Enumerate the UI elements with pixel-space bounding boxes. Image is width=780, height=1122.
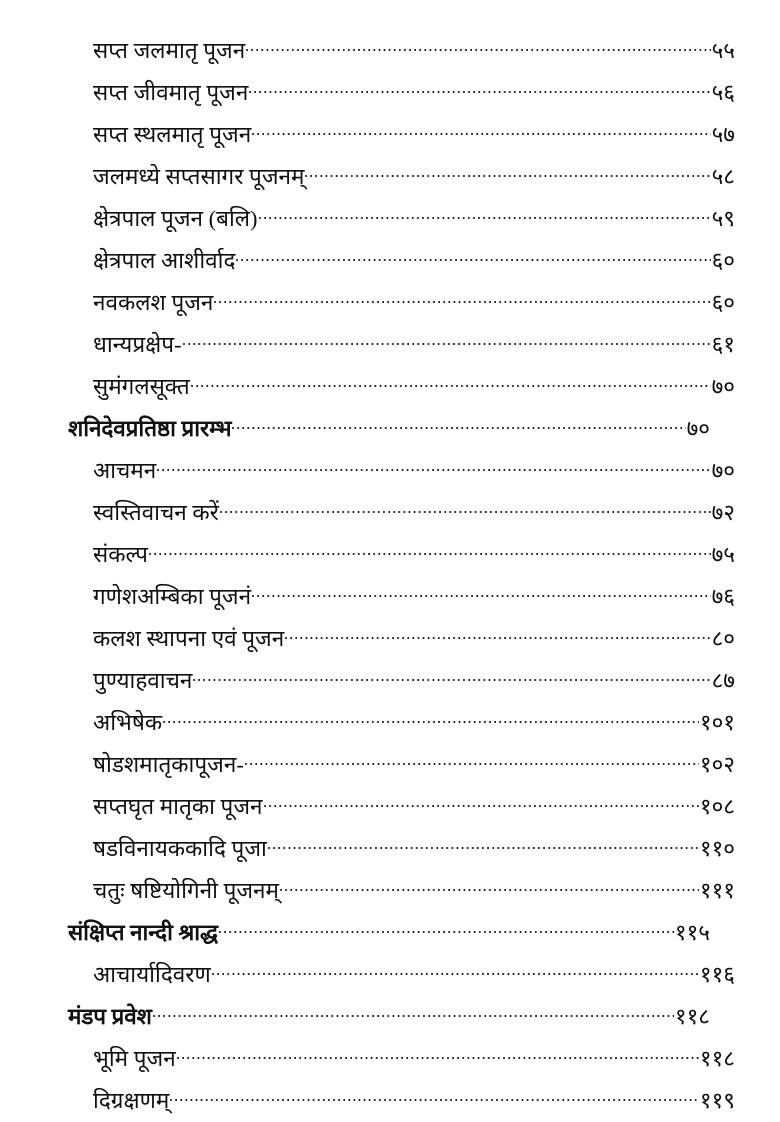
- toc-entry-page-number: ६०: [711, 248, 735, 273]
- toc-dot-leader: [219, 918, 674, 941]
- toc-entry-page-number: ११५: [674, 920, 710, 945]
- toc-entry[interactable]: [68, 786, 735, 828]
- toc-entry-page-number: १०१: [699, 710, 735, 735]
- toc-entry-page-number: ७२: [711, 500, 735, 525]
- toc-dot-leader: [252, 582, 710, 605]
- toc-dot-leader: [157, 456, 710, 479]
- toc-entry-page-number: ७०: [686, 416, 710, 441]
- toc-entry[interactable]: [68, 828, 735, 870]
- toc-entry[interactable]: [68, 954, 735, 996]
- toc-entry-title: दिग्रक्षणम्: [93, 1088, 170, 1113]
- toc-entry-page-number: ५६: [711, 80, 735, 105]
- toc-dot-leader: [249, 78, 710, 101]
- toc-dot-leader: [252, 120, 710, 143]
- toc-dot-leader: [259, 204, 711, 227]
- toc-dot-leader: [177, 1044, 699, 1067]
- toc-dot-leader: [285, 624, 710, 647]
- toc-entry-title: स्वस्तिवाचन करें: [93, 500, 219, 525]
- toc-entry-title: शनिदेवप्रतिष्ठा प्रारम्भ: [68, 416, 232, 441]
- toc-entry-page-number: ११०: [699, 836, 735, 861]
- toc-entry-page-number: १०८: [699, 794, 735, 819]
- toc-entry[interactable]: [68, 1080, 735, 1122]
- toc-dot-leader: [245, 750, 699, 773]
- toc-entry-page-number: ७६: [711, 584, 735, 609]
- toc-entry[interactable]: [68, 240, 735, 282]
- toc-entry-title: कलश स्थापना एवं पूजन: [93, 626, 285, 651]
- toc-dot-leader: [191, 372, 711, 395]
- toc-entry-title: भूमि पूजन: [93, 1046, 176, 1071]
- toc-entry-title: सप्तघृत मातृका पूजन: [93, 794, 263, 819]
- toc-entry-title: नवकलश पूजन: [93, 290, 214, 315]
- toc-entry-page-number: ११९: [699, 1088, 735, 1113]
- toc-entry-title: सप्त जलमातृ पूजन: [93, 38, 246, 63]
- toc-entry-title: पुण्याहवाचन: [93, 668, 193, 693]
- toc-dot-leader: [305, 162, 710, 185]
- toc-dot-leader: [214, 288, 710, 311]
- toc-entry-page-number: ५७: [711, 122, 735, 147]
- toc-entry-page-number: ६०: [711, 290, 735, 315]
- toc-dot-leader: [149, 540, 711, 563]
- toc-entry[interactable]: [68, 114, 735, 156]
- toc-dot-leader: [193, 666, 710, 689]
- toc-dot-leader: [170, 1086, 699, 1109]
- toc-entry-page-number: ५९: [711, 206, 735, 231]
- toc-entry-page-number: ११८: [674, 1004, 710, 1029]
- toc-entry[interactable]: [68, 282, 735, 324]
- toc-entry-title: सप्त जीवमातृ पूजन: [93, 80, 249, 105]
- toc-entry-title: संक्षिप्त नान्दी श्राद्ध: [68, 920, 218, 945]
- toc-entry[interactable]: [68, 492, 735, 534]
- toc-dot-leader: [246, 36, 710, 59]
- toc-dot-leader: [280, 876, 699, 899]
- toc-entry-page-number: ५५: [711, 38, 735, 63]
- toc-entry[interactable]: [68, 534, 735, 576]
- toc-entry-title: सप्त स्थलमातृ पूजन: [93, 122, 252, 147]
- toc-entry[interactable]: [68, 408, 710, 450]
- toc-entry-title: जलमध्ये सप्तसागर पूजनम्: [93, 164, 305, 189]
- toc-entry-page-number: ७५: [711, 542, 735, 567]
- toc-entry-page-number: १११: [699, 878, 735, 903]
- toc-dot-leader: [236, 246, 710, 269]
- toc-entry[interactable]: [68, 72, 735, 114]
- toc-entry[interactable]: [68, 156, 735, 198]
- toc-entry-title: षोडशमातृकापूजन-: [93, 752, 244, 777]
- toc-entry-page-number: ६१: [711, 332, 735, 357]
- toc-entry-title: सुमंगलसूक्त: [93, 374, 190, 399]
- toc-entry[interactable]: [68, 1038, 735, 1080]
- toc-entry-title: क्षेत्रपाल आशीर्वाद: [93, 248, 236, 273]
- toc-dot-leader: [220, 498, 711, 521]
- toc-entry[interactable]: [68, 702, 735, 744]
- toc-entry-page-number: ७०: [711, 374, 735, 399]
- toc-entry-title: अभिषेक: [93, 710, 163, 735]
- toc-entry[interactable]: [68, 870, 735, 912]
- toc-dot-leader: [153, 1002, 674, 1025]
- toc-dot-leader: [183, 330, 711, 353]
- toc-entry-title: षडविनायककादि पूजा: [93, 836, 267, 861]
- toc-entry-page-number: ११६: [699, 962, 735, 987]
- toc-entry-title: गणेशअम्बिका पूजनं: [93, 584, 252, 609]
- toc-dot-leader: [163, 708, 699, 731]
- toc-entry[interactable]: [68, 618, 735, 660]
- toc-entry-page-number: १०२: [699, 752, 735, 777]
- toc-entry[interactable]: [68, 912, 710, 954]
- toc-dot-leader: [268, 834, 699, 857]
- toc-entry-title: आचमन: [93, 458, 157, 483]
- toc-entry-title: धान्यप्रक्षेप-: [93, 332, 182, 357]
- toc-entry-title: मंडप प्रवेश: [68, 1004, 152, 1029]
- toc-entry[interactable]: [68, 996, 710, 1038]
- toc-entry-page-number: ५८: [711, 164, 735, 189]
- toc-entry-page-number: ७०: [711, 458, 735, 483]
- toc-dot-leader: [264, 792, 699, 815]
- toc-entry[interactable]: [68, 30, 735, 72]
- toc-entry-page-number: ८०: [711, 626, 735, 651]
- toc-dot-leader: [232, 414, 685, 437]
- toc-entry[interactable]: [68, 576, 735, 618]
- toc-entry[interactable]: [68, 198, 735, 240]
- toc-entry[interactable]: [68, 366, 735, 408]
- toc-entry[interactable]: [68, 324, 735, 366]
- toc-dot-leader: [212, 960, 699, 983]
- toc-list: [68, 30, 735, 1122]
- toc-entry-title: चतुः षष्टियोगिनी पूजनम्: [93, 878, 279, 903]
- toc-entry-page-number: ८७: [711, 668, 735, 693]
- toc-entry-title: संकल्प: [93, 542, 148, 567]
- toc-entry-title: क्षेत्रपाल पूजन (बलि): [93, 206, 258, 231]
- toc-entry-title: आचार्यादिवरण: [93, 962, 211, 987]
- toc-entry[interactable]: [68, 744, 735, 786]
- toc-entry-page-number: ११८: [699, 1046, 735, 1071]
- toc-entry[interactable]: [68, 660, 735, 702]
- toc-entry[interactable]: [68, 450, 735, 492]
